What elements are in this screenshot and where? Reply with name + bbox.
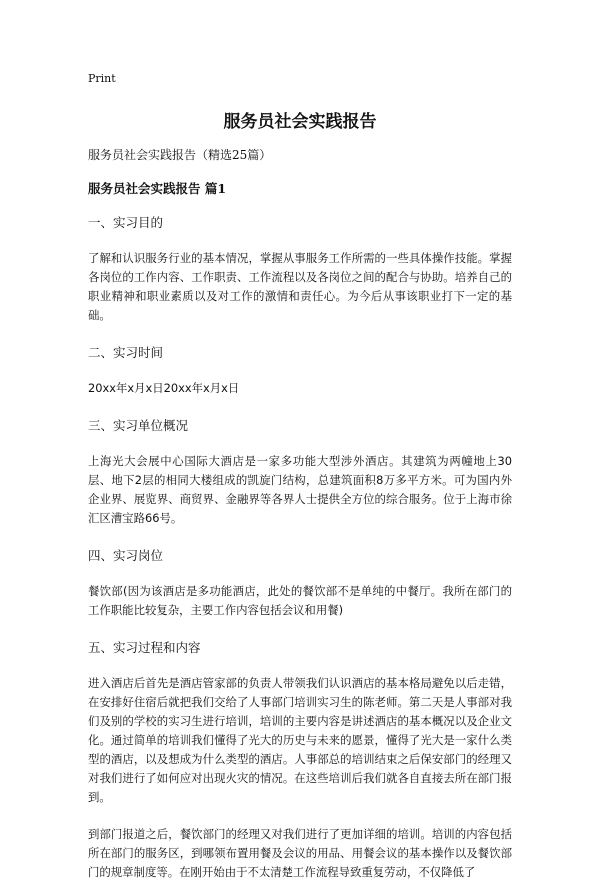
page-title: 服务员社会实践报告 xyxy=(223,112,377,132)
section-paragraph: 进入酒店后首先是酒店管家部的负责人带领我们认识酒店的基本格局避免以后走错，在安排好住宿后就把我们交给了人事部门培训实习生的陈老师。第二天是人事部对我们及别的学校的实习生进行培训，培训的主要内容是讲述酒店的基本概况以及企业文化。通过简单的培训我们懂得了光大的历史与未来的愿景，懂得了光大是一家什么类型的酒店，以及想成为什么类型的酒店。人事部总的培训结束之后保安部门的经理又对我们进行了如何应对出现火灾的情况。在这些培训后我们就各自直接去所在部门报到。 xyxy=(88,676,512,804)
section-paragraph: 到部门报道之后，餐饮部门的经理又对我们进行了更加详细的培训。培训的内容包括所在部门的服务区，到哪领布置用餐及会议的用品、用餐会议的基本操作以及餐饮部门的规章制度等。在刚开始由于不太清楚工作流程导致重复劳动，不仅降低了 xyxy=(88,827,512,879)
section-heading-process: 五、实习过程和内容 xyxy=(88,640,201,655)
part-heading: 服务员社会实践报告 篇1 xyxy=(88,181,227,196)
section-heading-company: 三、实习单位概况 xyxy=(88,418,189,433)
document-subtitle: 服务员社会实践报告（精选25篇） xyxy=(88,148,272,162)
section-paragraph: 上海光大会展中心国际大酒店是一家多功能大型涉外酒店。其建筑为两幢地上30层、地下2层的相同大楼组成的凯旋门结构，总建筑面积8万多平方米。可为国内外企业界、展览界、商贸界、金融界等各界人士提供全方位的综合服务。位于上海市徐汇区漕宝路66号。 xyxy=(88,454,512,525)
section-paragraph: 20xx年x月x日20xx年x月x日 xyxy=(88,381,240,395)
section-heading-time: 二、实习时间 xyxy=(88,345,164,360)
section-heading-purpose: 一、实习目的 xyxy=(88,215,164,230)
print-label: Print xyxy=(88,72,116,85)
section-heading-position: 四、实习岗位 xyxy=(88,548,164,563)
section-paragraph: 餐饮部(因为该酒店是多功能酒店，此处的餐饮部不是单纯的中餐厅。我所在部门的工作职能比较复杂，主要工作内容包括会议和用餐) xyxy=(88,584,512,617)
section-paragraph: 了解和认识服务行业的基本情况，掌握从事服务工作所需的一些具体操作技能。掌握各岗位的工作内容、工作职责、工作流程以及各岗位之间的配合与协助。培养自己的职业精神和职业素质以及对工作的激情和责任心。为今后从事该职业打下一定的基础。 xyxy=(88,251,512,322)
